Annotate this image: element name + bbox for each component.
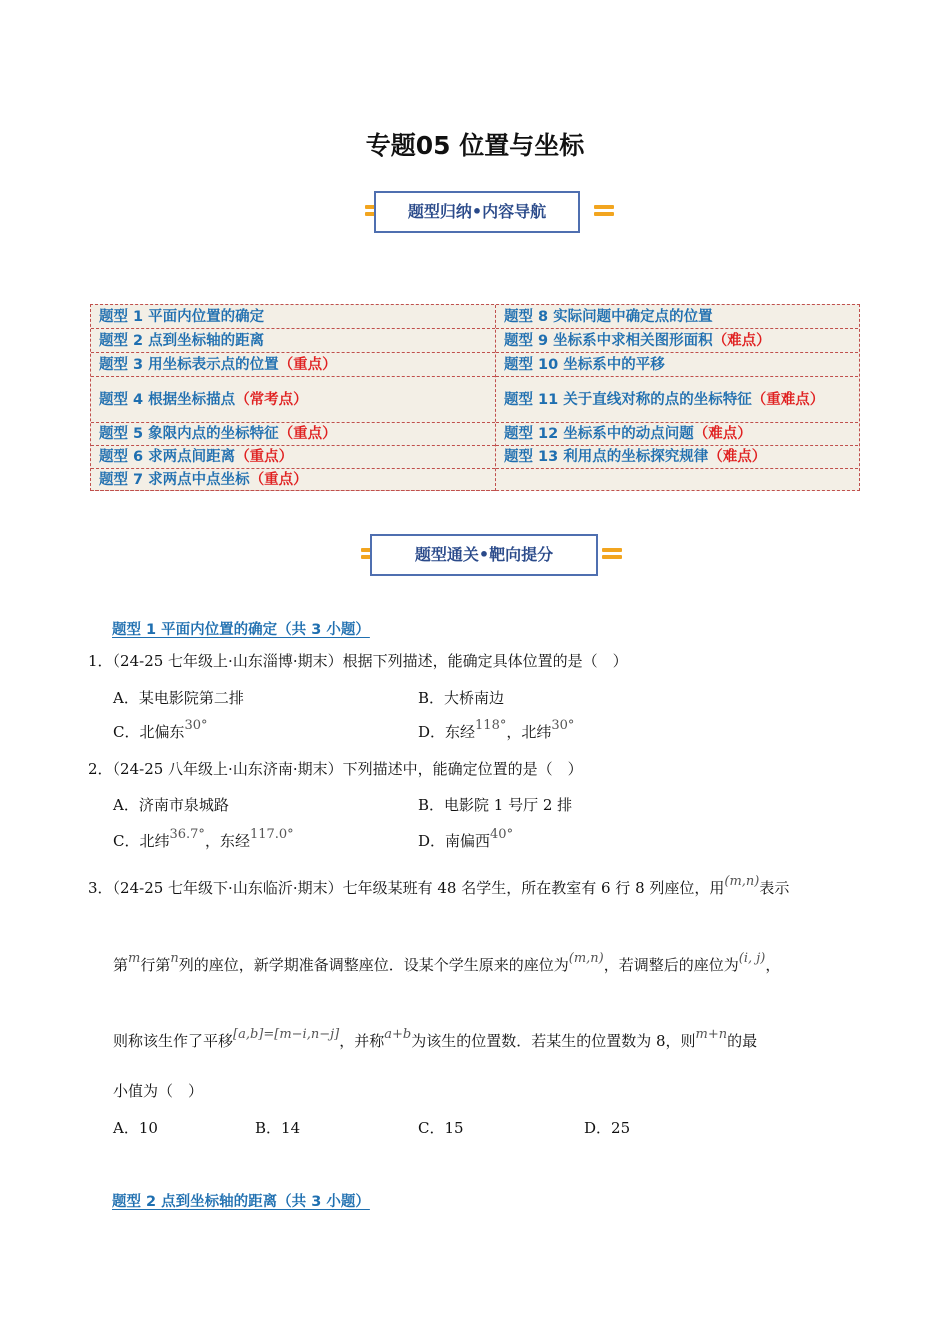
topic-label: [504, 356, 665, 374]
question-3-option-a: A．10: [113, 1119, 158, 1137]
option-text: ，北纬: [506, 723, 552, 741]
math-value: 36.7°: [169, 827, 205, 842]
question-1-option-a: A．某电影院第二排: [113, 689, 244, 707]
question-text: ，若调整后的座位为: [603, 956, 739, 974]
option-text: C．北偏东: [113, 723, 185, 741]
topic-difficulty-tag: （难点）: [712, 332, 771, 349]
question-text: 列的座位，新学期准备调整座位．设某个学生原来的座位为: [178, 956, 569, 974]
option-text: C．北纬: [113, 832, 170, 850]
math-value: 40°: [490, 827, 514, 842]
banner-label: 题型归纳•内容导航: [374, 191, 580, 233]
topic-title: 题型 13 利用点的坐标探究规律: [504, 449, 709, 465]
topic-difficulty-tag: （重点）: [278, 426, 337, 442]
topic-title: 题型 12 坐标系中的动点问题: [504, 426, 694, 442]
topic-title: 题型 1 平面内位置的确定: [99, 308, 265, 325]
topic-difficulty-tag: （难点）: [693, 426, 752, 442]
topic-row-left-7: [91, 469, 495, 491]
question-1-option-c: [113, 718, 208, 744]
question-text: 行第: [140, 956, 171, 974]
topic-row-right-2: [496, 329, 858, 353]
question-text: 为该生的位置数．若某生的位置数为 8，则: [411, 1032, 696, 1050]
topic-label: [504, 332, 771, 350]
math-value: 118°: [475, 718, 507, 733]
topic-row-left-6: [91, 446, 495, 469]
topic-title: 题型 6 求两点间距离: [99, 449, 236, 465]
math-expression: n: [170, 951, 179, 966]
topic-title: 题型 10 坐标系中的平移: [504, 356, 665, 373]
question-1-option-b: B．大桥南边: [418, 689, 505, 707]
math-expression: [a,b]=[m−i,n−j]: [233, 1027, 340, 1042]
topic-label: [99, 425, 337, 443]
question-3-line-2: [113, 951, 781, 977]
topic-title: 题型 11 关于直线对称的点的坐标特征: [504, 391, 752, 408]
topic-title: 题型 3 用坐标表示点的位置: [99, 356, 279, 373]
topic-label: [99, 332, 264, 350]
topic-label: [99, 308, 264, 326]
topic-row-left-4: [91, 377, 495, 423]
topic-difficulty-tag: （重点）: [278, 356, 337, 373]
question-3-option-b: B．14: [255, 1119, 301, 1137]
topic-row-right-6: [496, 446, 858, 469]
topic-label: [504, 448, 766, 466]
topic-label: [99, 471, 308, 489]
option-text: D．南偏西: [418, 832, 491, 850]
question-text: 3．（24-25 七年级下·山东临沂·期末）七年级某班有 48 名学生，所在教室有 6 行 8 列座位，用: [88, 879, 725, 897]
topic-difficulty-tag: （重难点）: [751, 391, 825, 408]
question-2-option-b: B．电影院 1 号厅 2 排: [418, 796, 573, 814]
topic-row-left-3: [91, 353, 495, 377]
topic-difficulty-tag: （重点）: [235, 449, 294, 465]
topic-row-right-1: [496, 305, 858, 329]
question-text: 表示: [759, 879, 790, 897]
topic-title: 题型 5 象限内点的坐标特征: [99, 426, 279, 442]
question-3-line-1: [88, 874, 790, 900]
topic-label: [504, 391, 824, 409]
topic-difficulty-tag: （难点）: [708, 449, 767, 465]
question-3-line-3: [113, 1027, 758, 1053]
option-text: ，东经: [204, 832, 250, 850]
math-expression: a+b: [384, 1027, 412, 1042]
page-title: 专题05 位置与坐标: [365, 131, 585, 160]
question-text: 的最: [727, 1032, 758, 1050]
question-3-line-4: 小值为（ ）: [113, 1082, 204, 1100]
question-text: ，并称: [339, 1032, 385, 1050]
math-expression: (m,n): [724, 874, 760, 889]
topic-label: [99, 391, 308, 409]
section-heading: 题型 1 平面内位置的确定（共 3 小题）: [112, 622, 370, 638]
topic-row-left-2: [91, 329, 495, 353]
topic-label: [504, 425, 752, 443]
question-2-option-a: A．济南市泉城路: [113, 796, 229, 814]
math-expression: (m,n): [568, 951, 604, 966]
math-value: 117.0°: [249, 827, 294, 842]
math-expression: m: [128, 951, 141, 966]
topic-label: [99, 448, 293, 466]
topic-difficulty-tag: （重点）: [249, 471, 308, 488]
topic-label: [504, 308, 713, 326]
math-expression: m+n: [695, 1027, 728, 1042]
question-3-option-d: D．25: [584, 1119, 631, 1137]
question-text: 第: [113, 956, 129, 974]
banner-label: 题型通关•靶向提分: [370, 534, 598, 576]
equals-decoration-icon: [594, 204, 614, 218]
section-heading: 题型 2 点到坐标轴的距离（共 3 小题）: [112, 1194, 370, 1210]
topic-title: 题型 8 实际问题中确定点的位置: [504, 308, 713, 325]
topic-title: 题型 7 求两点中点坐标: [99, 471, 250, 488]
question-text: ，: [765, 956, 781, 974]
option-text: D．东经: [418, 723, 476, 741]
topic-title: 题型 9 坐标系中求相关图形面积: [504, 332, 713, 349]
question-2-option-c: [113, 827, 294, 853]
question-1-stem: 1．（24-25 七年级上·山东淄博·期末）根据下列描述，能确定具体位置的是（ ）: [88, 652, 628, 670]
equals-decoration-icon: [602, 547, 622, 561]
section-banner-navigation: [356, 191, 596, 235]
topic-row-left-5: [91, 423, 495, 446]
question-2-option-d: [418, 827, 514, 853]
topic-title: 题型 4 根据坐标描点: [99, 391, 236, 408]
math-value: 30°: [184, 718, 208, 733]
question-1-option-d: [418, 718, 575, 744]
question-3-option-c: C．15: [418, 1119, 464, 1137]
math-value: 30°: [551, 718, 575, 733]
question-text: 则称该生作了平移: [113, 1032, 234, 1050]
section-banner-practice: [356, 534, 596, 578]
topic-row-right-3: [496, 353, 858, 377]
topic-difficulty-tag: （常考点）: [235, 391, 308, 408]
topic-row-right-5: [496, 423, 858, 446]
math-expression: (i, j): [738, 951, 766, 966]
topic-row-left-1: [91, 305, 495, 329]
question-2-stem: 2．（24-25 八年级上·山东济南·期末）下列描述中，能确定位置的是（ ）: [88, 760, 583, 778]
topic-table: [90, 304, 860, 491]
topic-title: 题型 2 点到坐标轴的距离: [99, 332, 265, 349]
topic-label: [99, 356, 337, 374]
topic-row-right-4: [496, 377, 858, 423]
